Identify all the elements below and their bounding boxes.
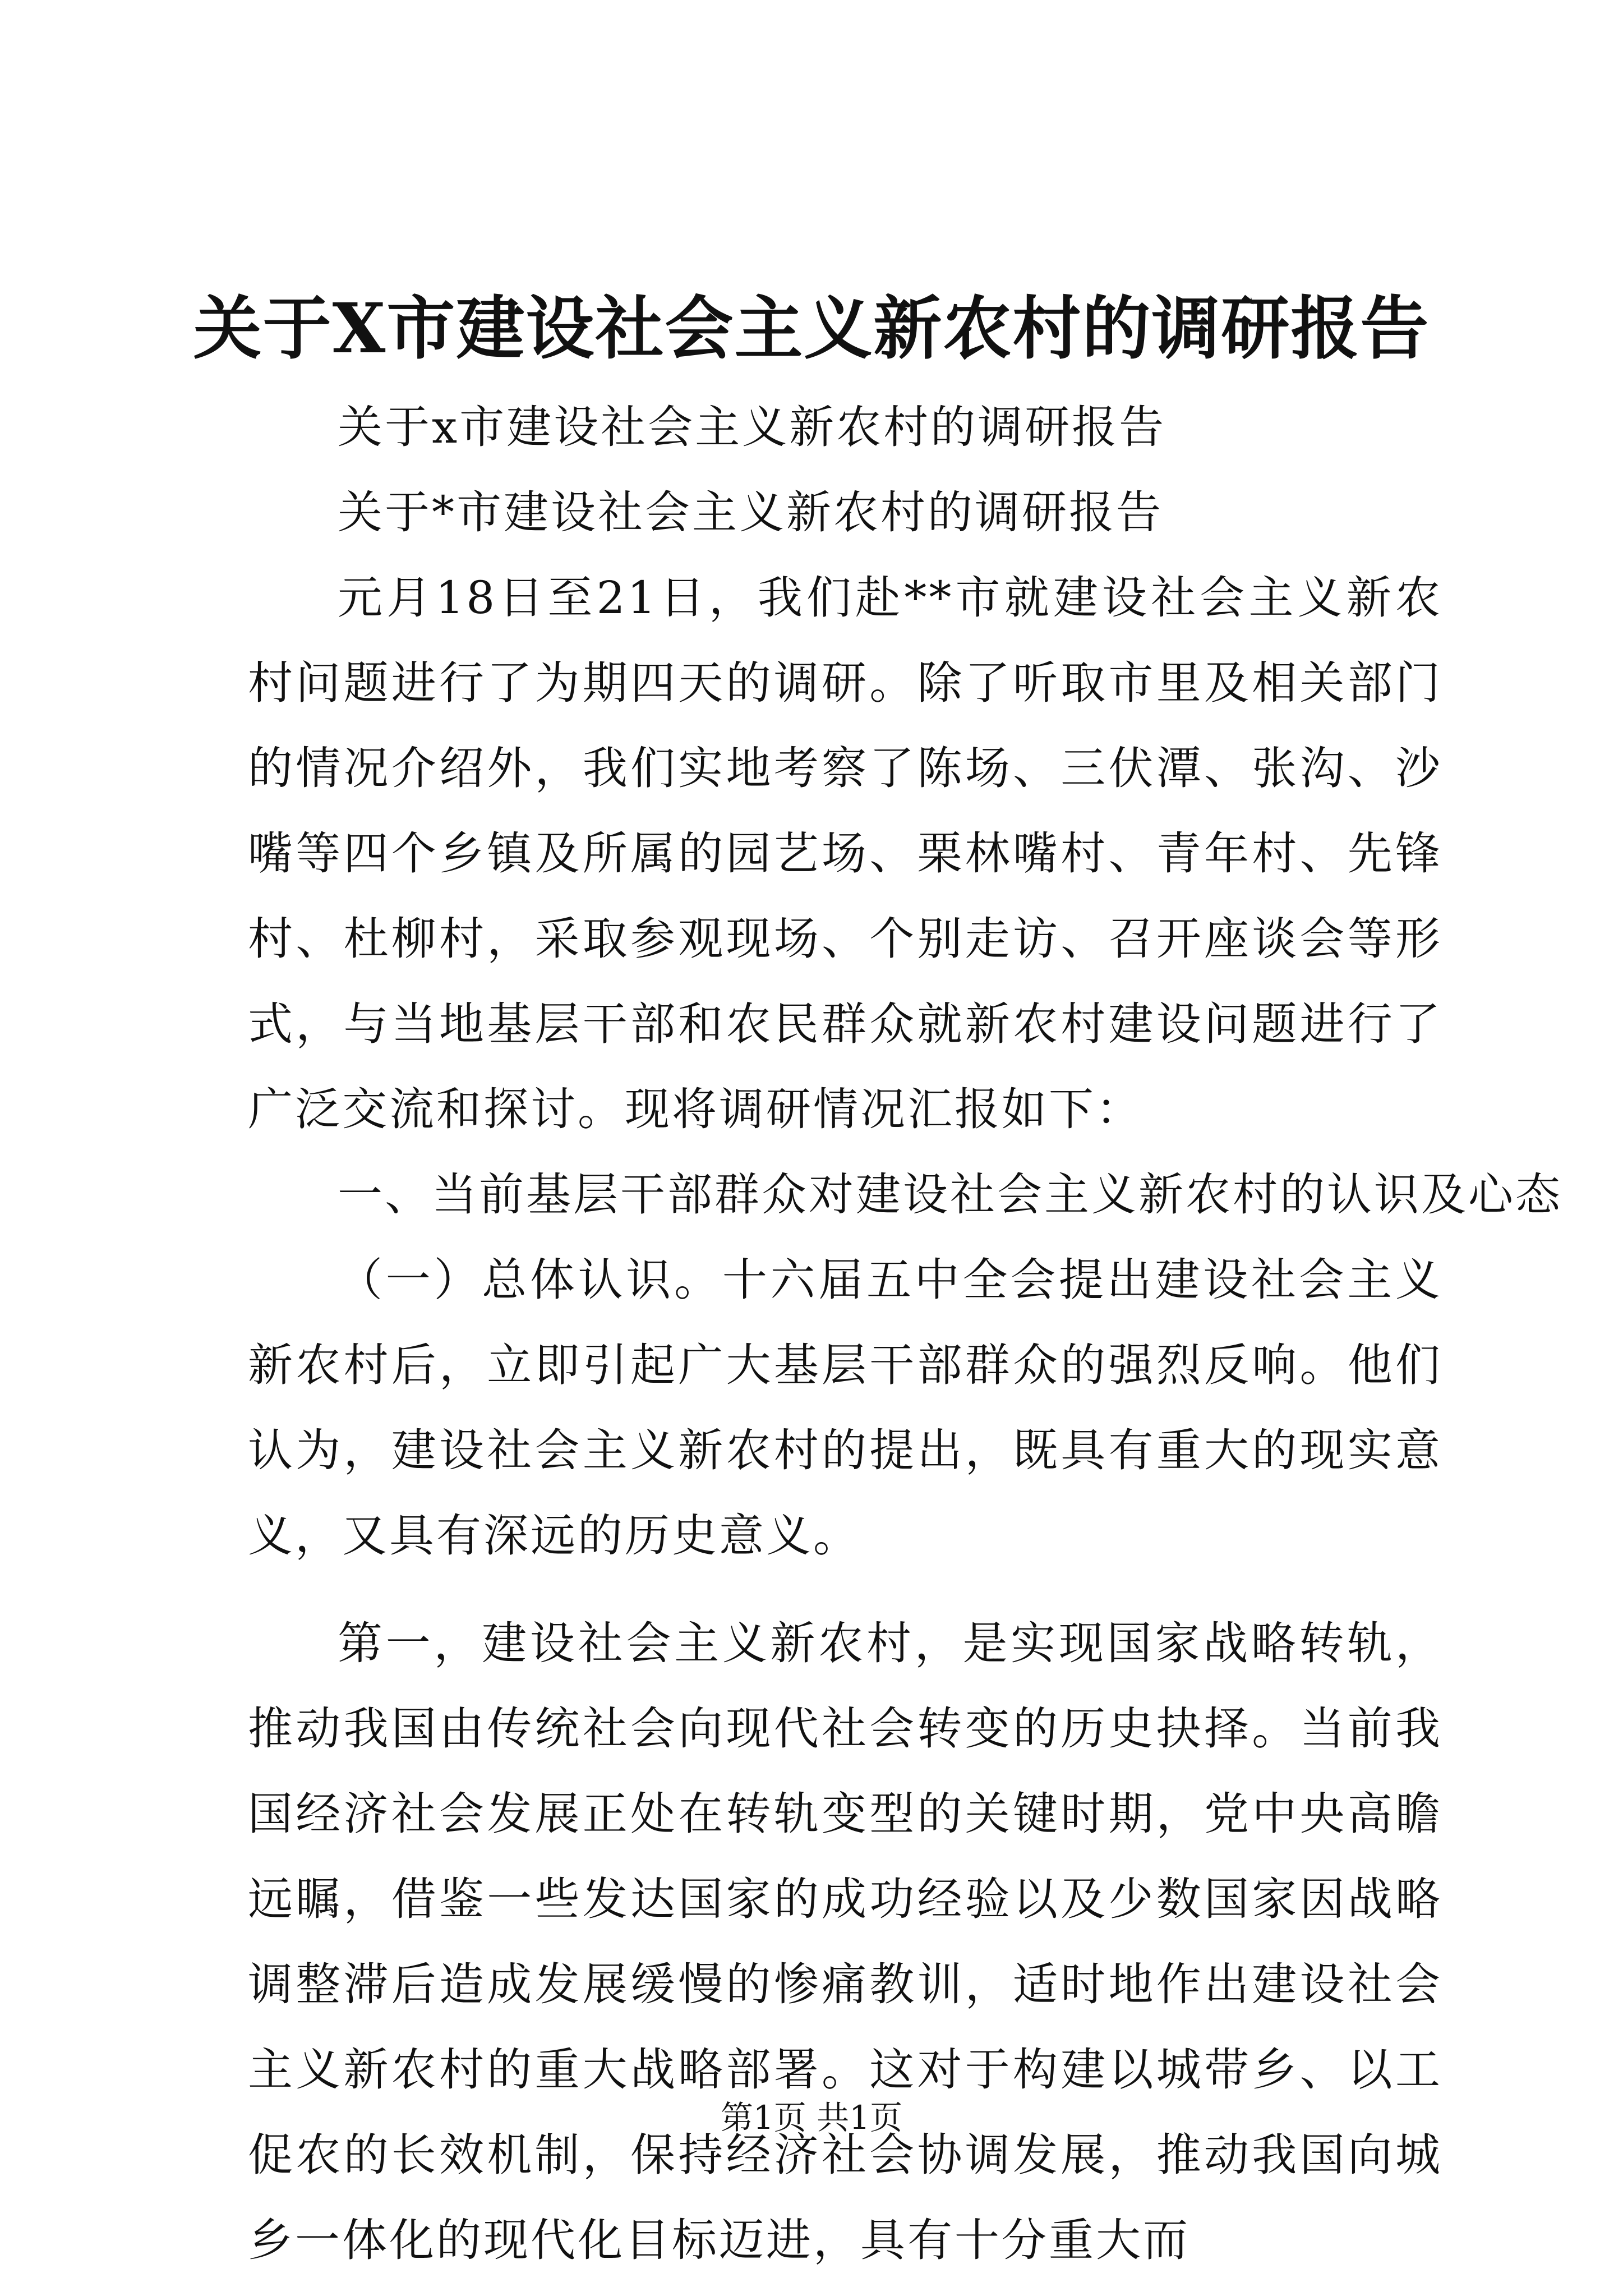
section-heading: 一、当前基层干部群众对建设社会主义新农村的认识及心态 [338, 1168, 1562, 1221]
intro-paragraph: 元月18日至21日，我们赴**市就建设社会主义新农村问题进行了为期四天的调研。除了听取市里及相关部门的情况介绍外，我们实地考察了陈场、三伏潭、张沟、沙嘴等四个乡镇及所属的园艺场、栗林嘴村、青年村、先锋村、杜柳村，采取参观现场、个别走访、召开座谈会等形式，与当地基层干部和农民群众就新农村建设问题进行了广泛交流和探讨。现将调研情况汇报如下： [248, 572, 1442, 1135]
subtitle-paragraph: 关于*市建设社会主义新农村的调研报告 [338, 486, 1163, 539]
document-body [248, 385, 1562, 2283]
body-paragraph: 第一，建设社会主义新农村，是实现国家战略转轨，推动我国由传统社会向现代社会转变的历史抉择。当前我国经济社会发展正处在转轨变型的关键时期，党中央高瞻远瞩，借鉴一些发达国家的成功经验以及少数国家因战略调整滞后造成发展缓慢的惨痛教训，适时地作出建设社会主义新农村的重大战略部署。这对于构建以城带乡、以工促农的长效机制，保持经济社会协调发展，推动我国向城乡一体化的现代化目标迈进，具有十分重大而 [248, 1617, 1442, 2266]
body-paragraph: （一）总体认识。十六届五中全会提出建设社会主义新农村后，立即引起广大基层干部群众的强烈反响。他们认为，建设社会主义新农村的提出，既具有重大的现实意义，又具有深远的历史意义。 [248, 1254, 1442, 1562]
page-footer: 第1页 共1页 [720, 2099, 903, 2137]
document-title: 关于X市建设社会主义新农村的调研报告 [193, 288, 1430, 369]
subtitle-paragraph: 关于x市建设社会主义新农村的调研报告 [338, 401, 1166, 453]
